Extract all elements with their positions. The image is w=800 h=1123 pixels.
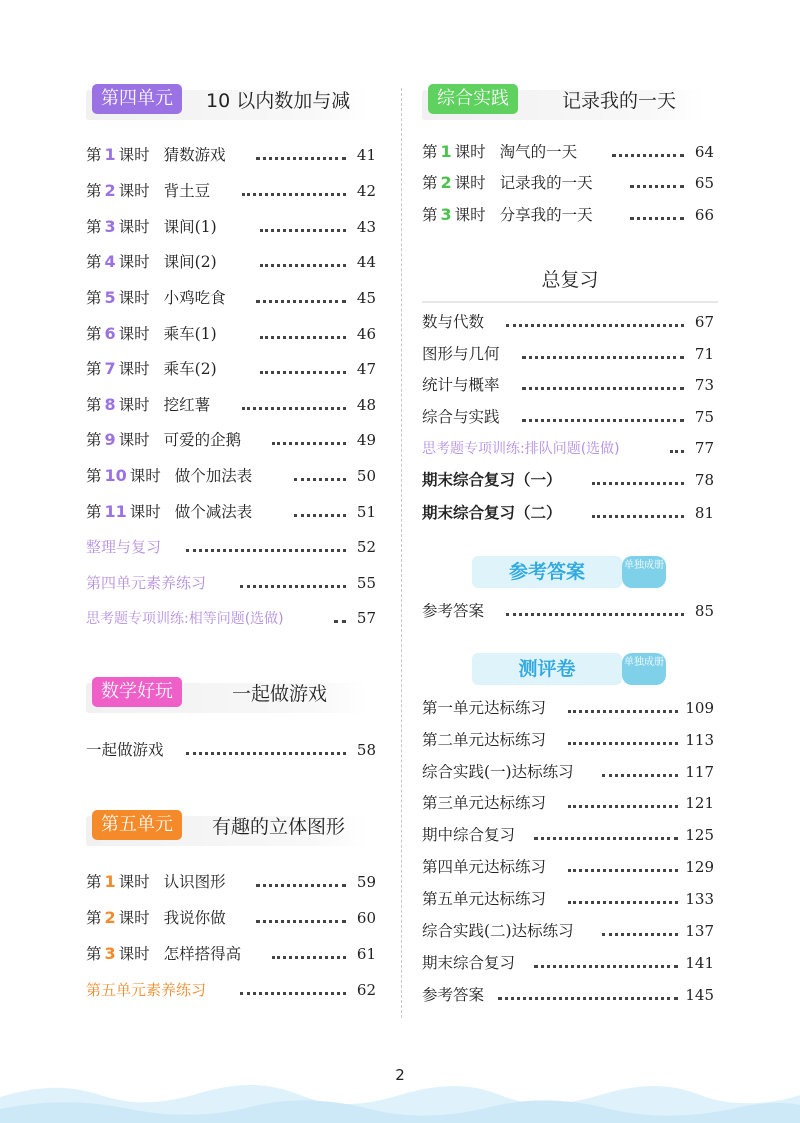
entry-title: 期末综合复习（二） (422, 504, 562, 522)
toc-entry[interactable]: 第 3 课时 课间(1) 43 (86, 214, 376, 240)
leader-dots (568, 790, 678, 816)
toc-entry[interactable]: 第 10 课时 做个加法表 50 (86, 463, 376, 489)
unit5-tag: 第五单元 (92, 810, 182, 840)
leader-dots (260, 214, 346, 240)
entry-title: 我说你做 (163, 909, 226, 927)
toc-entry[interactable] (86, 570, 376, 596)
page-number: 60 (356, 909, 376, 927)
unit4-tag: 第四单元 (92, 84, 182, 114)
page-number: 73 (694, 376, 714, 394)
entry-title: 第四单元达标练习 (422, 858, 547, 876)
page-number: 61 (356, 945, 376, 963)
separate-volume-badge: 单独成册 (622, 556, 666, 588)
page-number: 52 (356, 538, 376, 556)
entry-title: 思考题专项训练:排队问题(选做) (422, 441, 620, 457)
entry-title: 课间(2) (163, 253, 217, 271)
entry-title: 期末综合复习 (422, 954, 516, 972)
toc-entry[interactable]: 第 4 课时 课间(2) 44 (86, 249, 376, 275)
toc-entry[interactable] (422, 467, 714, 493)
toc-entry[interactable]: 第 7 课时 乘车(2) 47 (86, 356, 376, 382)
toc-entry[interactable]: 第 2 课时 记录我的一天 65 (422, 170, 714, 196)
page-number: 129 (685, 858, 714, 876)
leader-dots (272, 427, 346, 453)
toc-entry[interactable]: 第 6 课时 乘车(1) 46 (86, 321, 376, 347)
toc-entry[interactable] (422, 918, 714, 944)
entry-title: 第二单元达标练习 (422, 731, 547, 749)
leader-dots (260, 321, 346, 347)
toc-entry[interactable]: 第 9 课时 可爱的企鹅 49 (86, 427, 376, 453)
practice-title: 记录我的一天 (562, 90, 677, 112)
leader-dots (242, 178, 346, 204)
leader-dots (256, 142, 346, 168)
page-number: 85 (694, 602, 714, 620)
leader-dots (670, 435, 684, 461)
toc-entry[interactable] (422, 790, 714, 816)
leader-dots (242, 392, 346, 418)
unit4-title: 10 以内数加与减 (206, 90, 351, 112)
page-number: 67 (694, 313, 714, 331)
wave-decoration (0, 1067, 800, 1123)
page-number: 113 (685, 731, 714, 749)
page-number: 50 (356, 467, 376, 485)
entry-title: 乘车(2) (163, 360, 217, 378)
page-number: 42 (356, 182, 376, 200)
entry-title: 期末综合复习（一） (422, 471, 562, 489)
entry-title: 乘车(1) (163, 325, 217, 343)
practice-tag: 综合实践 (428, 84, 518, 114)
page-number: 59 (356, 873, 376, 891)
toc-entry[interactable] (86, 977, 376, 1003)
page-number: 48 (356, 396, 376, 414)
toc-entry[interactable]: 第 2 课时 背土豆 42 (86, 178, 376, 204)
toc-entry[interactable] (422, 950, 714, 976)
page-number: 62 (356, 981, 376, 999)
page-number: 44 (356, 253, 376, 271)
leader-dots (522, 404, 684, 430)
leader-dots (630, 202, 684, 228)
page-number: 43 (356, 218, 376, 236)
page-number: 45 (356, 289, 376, 307)
toc-entry[interactable] (422, 341, 714, 367)
leader-dots (256, 905, 346, 931)
entry-title: 一起做游戏 (86, 741, 164, 759)
entry-title: 思考题专项训练:相等问题(选做) (86, 611, 284, 627)
entry-title: 第四单元素养练习 (86, 574, 207, 592)
page-number: 71 (694, 345, 714, 363)
toc-entry[interactable] (422, 759, 714, 785)
entry-title: 淘气的一天 (499, 143, 578, 161)
page-number: 137 (685, 922, 714, 940)
toc-entry[interactable]: 第 1 课时 猜数游戏 41 (86, 142, 376, 168)
tests-header (472, 653, 666, 685)
leader-dots (630, 170, 684, 196)
entry-title: 期中综合复习 (422, 826, 516, 844)
page-number: 125 (685, 826, 714, 844)
leader-dots (240, 977, 346, 1003)
toc-entry[interactable]: 第 2 课时 我说你做 60 (86, 905, 376, 931)
leader-dots (186, 534, 346, 560)
leader-dots (260, 249, 346, 275)
entry-title: 综合实践(一)达标练习 (422, 763, 574, 781)
leader-dots (592, 467, 684, 493)
fun-tag: 数学好玩 (92, 677, 182, 707)
toc-entry[interactable] (422, 695, 714, 721)
leader-dots (498, 982, 678, 1008)
page-number: 65 (694, 174, 714, 192)
fun-title: 一起做游戏 (232, 683, 328, 705)
unit5-header (86, 810, 368, 846)
leader-dots (602, 759, 678, 785)
separate-volume-badge: 单独成册 (622, 653, 666, 685)
unit5-title: 有趣的立体图形 (212, 816, 346, 838)
toc-entry[interactable] (86, 534, 376, 560)
page-number: 141 (685, 954, 714, 972)
entry-title: 分享我的一天 (499, 206, 593, 224)
entry-title: 综合实践(二)达标练习 (422, 922, 574, 940)
page-number-footer: 2 (395, 1066, 405, 1084)
entry-title: 小鸡吃食 (163, 289, 226, 307)
entry-title: 第一单元达标练习 (422, 699, 547, 717)
leader-dots (260, 356, 346, 382)
entry-title: 挖红薯 (163, 396, 211, 414)
toc-entry[interactable]: 第 1 课时 淘气的一天 64 (422, 139, 714, 165)
entry-title: 综合与实践 (422, 408, 500, 426)
entry-title: 整理与复习 (86, 538, 162, 556)
fun-header (86, 677, 368, 713)
page-number: 47 (356, 360, 376, 378)
leader-dots (522, 372, 684, 398)
unit4-header (86, 84, 368, 120)
answers-header (472, 556, 666, 588)
leader-dots (272, 941, 346, 967)
entry-title: 背土豆 (163, 182, 211, 200)
header-rule (422, 301, 718, 303)
page-number: 81 (694, 504, 714, 522)
entry-title: 第三单元达标练习 (422, 794, 547, 812)
leader-dots (592, 500, 684, 526)
review-title: 总复习 (541, 269, 599, 291)
toc-entry[interactable] (422, 435, 714, 461)
page-number: 51 (356, 503, 376, 521)
entry-title: 数与代数 (422, 313, 485, 331)
leader-dots (568, 854, 678, 880)
page-number: 75 (694, 408, 714, 426)
leader-dots (534, 822, 678, 848)
toc-entry[interactable] (422, 822, 714, 848)
entry-title: 可爱的企鹅 (163, 431, 242, 449)
leader-dots (294, 463, 346, 489)
page-number: 49 (356, 431, 376, 449)
toc-entry[interactable] (422, 372, 714, 398)
toc-entry[interactable] (86, 737, 376, 763)
leader-dots (602, 918, 678, 944)
entry-title: 第五单元素养练习 (86, 981, 207, 999)
toc-entry[interactable] (86, 605, 376, 631)
toc-entry[interactable]: 第 5 课时 小鸡吃食 45 (86, 285, 376, 311)
page-number: 55 (356, 574, 376, 592)
entry-title: 课间(1) (163, 218, 217, 236)
leader-dots (334, 605, 346, 631)
page-number: 117 (685, 763, 714, 781)
page-number: 46 (356, 325, 376, 343)
toc-entry[interactable] (422, 727, 714, 753)
page-number: 78 (694, 471, 714, 489)
page-number: 41 (356, 146, 376, 164)
entry-title: 记录我的一天 (499, 174, 593, 192)
leader-dots (612, 139, 684, 165)
page-number: 145 (685, 986, 714, 1004)
entry-title: 参考答案 (422, 602, 485, 620)
leader-dots (506, 309, 684, 335)
leader-dots (256, 869, 346, 895)
entry-title: 做个加法表 (174, 467, 253, 485)
leader-dots (568, 695, 678, 721)
practice-header (422, 84, 704, 120)
leader-dots (294, 499, 346, 525)
leader-dots (256, 285, 346, 311)
toc-entry[interactable] (422, 598, 714, 624)
toc-entry[interactable]: 第 3 课时 分享我的一天 66 (422, 202, 714, 228)
column-divider (401, 88, 402, 1018)
page-number: 58 (356, 741, 376, 759)
entry-title: 猜数游戏 (163, 146, 226, 164)
page-number: 57 (356, 609, 376, 627)
toc-entry[interactable]: 第 3 课时 怎样搭得高 61 (86, 941, 376, 967)
page-number: 64 (694, 143, 714, 161)
entry-title: 统计与概率 (422, 376, 500, 394)
toc-entry[interactable]: 第 11 课时 做个减法表 51 (86, 499, 376, 525)
leader-dots (522, 341, 684, 367)
entry-title: 图形与几何 (422, 345, 500, 363)
leader-dots (506, 598, 684, 624)
page-number: 109 (685, 699, 714, 717)
toc-entry[interactable] (422, 309, 714, 335)
toc-entry[interactable] (422, 500, 714, 526)
entry-title: 做个减法表 (174, 503, 253, 521)
toc-entry[interactable] (422, 854, 714, 880)
entry-title: 认识图形 (163, 873, 226, 891)
page-number: 66 (694, 206, 714, 224)
toc-entry[interactable] (422, 886, 714, 912)
leader-dots (186, 737, 346, 763)
leader-dots (240, 570, 346, 596)
entry-title: 怎样搭得高 (163, 945, 242, 963)
toc-entry[interactable]: 第 1 课时 认识图形 59 (86, 869, 376, 895)
page-number: 133 (685, 890, 714, 908)
tests-title: 测评卷 (472, 653, 622, 685)
entry-title: 参考答案 (422, 986, 485, 1004)
leader-dots (568, 727, 678, 753)
page-number: 121 (685, 794, 714, 812)
page-number: 77 (694, 439, 714, 457)
answers-title: 参考答案 (472, 556, 622, 588)
review-header (422, 265, 718, 305)
toc-entry[interactable] (422, 404, 714, 430)
toc-entry[interactable] (422, 982, 714, 1008)
leader-dots (568, 886, 678, 912)
entry-title: 第五单元达标练习 (422, 890, 547, 908)
leader-dots (534, 950, 678, 976)
toc-entry[interactable]: 第 8 课时 挖红薯 48 (86, 392, 376, 418)
